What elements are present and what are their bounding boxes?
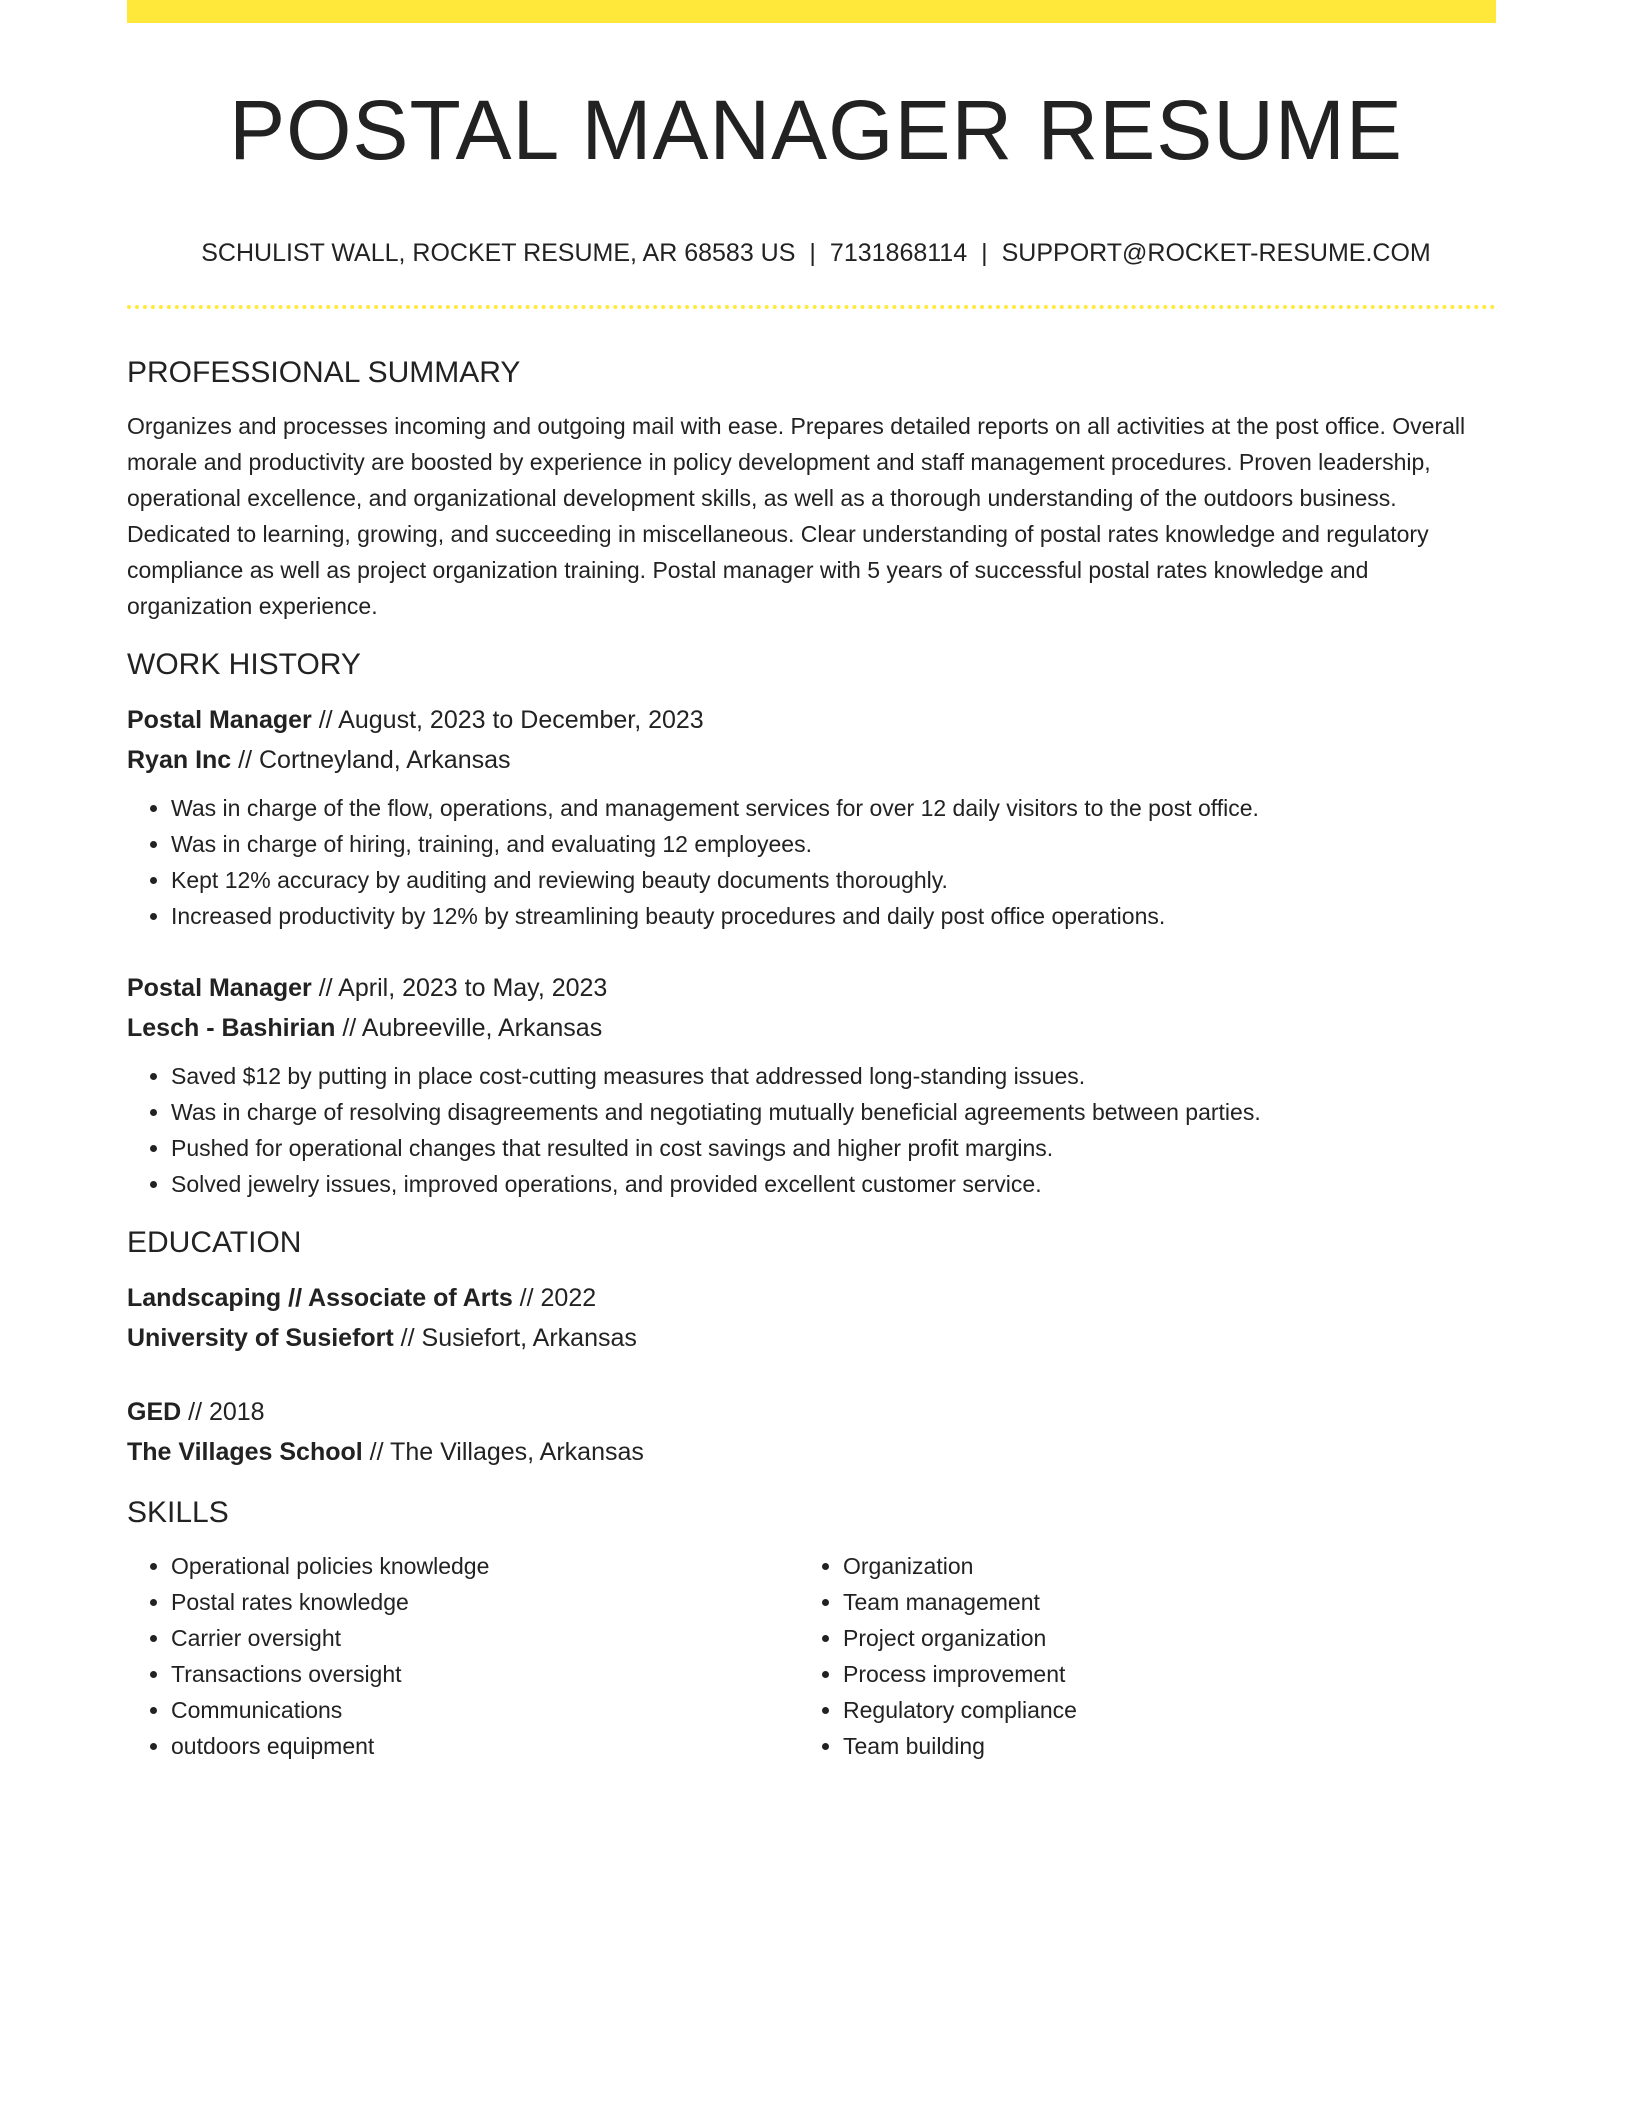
contact-separator: | [809,239,816,267]
education-degree: GED [127,1398,182,1426]
skills-grid [127,1548,1496,1764]
skill-item: • Carrier oversight [171,1620,799,1656]
skill-item: • outdoors equipment [171,1728,799,1764]
education-degree-line [127,1278,1496,1318]
skill-item: • Regulatory compliance [843,1692,1471,1728]
job-entry [127,968,1496,1202]
skill-item: • Postal rates knowledge [171,1584,799,1620]
skills-list [799,1548,1471,1764]
job-bullet: • Solved jewelry issues, improved operations, and provided excellent customer service. [171,1166,1496,1202]
skills-column-right [799,1548,1471,1764]
summary-text: Organizes and processes incoming and outgoing mail with ease. Prepares detailed reports on all activities at the post office. Overall morale and productivity are boosted by experience in policy development and staff management procedures. Proven leadership, operational excellence, and organizational development skills, as well as a thorough understanding of the outdoors business. Dedicated to learning, growing, and succeeding in miscellaneous. Clear understanding of postal rates knowledge and regulatory compliance as well as project organization training. Postal manager with 5 years of successful postal rates knowledge and organization experience. [127,413,1466,619]
education-school: The Villages School [127,1438,363,1466]
job-title: Postal Manager [127,706,312,734]
contact-email: SUPPORT@ROCKET-RESUME.COM [1001,239,1431,267]
skill-item: • Communications [171,1692,799,1728]
job-company-line [127,740,1496,780]
contact-separator: | [981,239,988,267]
job-bullet: • Was in charge of resolving disagreements and negotiating mutually beneficial agreements between parties. [171,1094,1496,1130]
job-dates: // August, 2023 to December, 2023 [311,706,704,734]
education-school-line [127,1318,1496,1358]
education-location: // Susiefort, Arkansas [393,1324,637,1352]
job-bullets [127,1058,1496,1202]
contact-address: SCHULIST WALL, ROCKET RESUME, AR 68583 US [201,239,796,267]
job-bullet: • Pushed for operational changes that resulted in cost savings and higher profit margins. [171,1130,1496,1166]
summary-heading: PROFESSIONAL SUMMARY [127,356,521,389]
resume-title: POSTAL MANAGER RESUME [229,83,1403,177]
dotted-divider [127,305,1496,309]
skills-column-left [127,1548,799,1764]
job-bullet: • Increased productivity by 12% by streamlining beauty procedures and daily post office operations. [171,898,1496,934]
education-entry [127,1392,1496,1472]
education-location: // The Villages, Arkansas [362,1438,644,1466]
skill-item: • Operational policies knowledge [171,1548,799,1584]
job-company-line [127,1008,1496,1048]
job-dates: // April, 2023 to May, 2023 [311,974,608,1002]
work-history-heading: WORK HISTORY [127,648,361,681]
contact-line [0,236,1632,270]
skill-item: • Process improvement [843,1656,1471,1692]
job-title: Postal Manager [127,974,312,1002]
job-title-line [127,968,1496,1008]
job-company: Lesch - Bashirian [127,1014,336,1042]
skill-item: • Transactions oversight [171,1656,799,1692]
contact-phone: 7131868114 [829,239,968,267]
education-heading: EDUCATION [127,1226,302,1259]
skills-list [127,1548,799,1764]
skill-item: • Team management [843,1584,1471,1620]
job-bullet: • Saved $12 by putting in place cost-cutting measures that addressed long-standing issues. [171,1058,1496,1094]
job-title-line [127,700,1496,740]
education-year: // 2022 [512,1284,597,1312]
education-school-line [127,1432,1496,1472]
job-entry [127,700,1496,934]
job-bullet: • Kept 12% accuracy by auditing and reviewing beauty documents thoroughly. [171,862,1496,898]
accent-top-bar [127,0,1496,23]
skills-heading: SKILLS [127,1496,229,1529]
education-school: University of Susiefort [127,1324,394,1352]
skill-item: • Project organization [843,1620,1471,1656]
job-location: // Aubreeville, Arkansas [335,1014,603,1042]
education-degree: Landscaping // Associate of Arts [127,1284,513,1312]
skill-item: • Team building [843,1728,1471,1764]
education-entry [127,1278,1496,1358]
education-year: // 2018 [181,1398,265,1426]
job-company: Ryan Inc [127,746,232,774]
job-location: // Cortneyland, Arkansas [231,746,511,774]
education-degree-line [127,1392,1496,1432]
resume-content [127,350,1496,1764]
job-bullets [127,790,1496,934]
skill-item: • Organization [843,1548,1471,1584]
job-bullet: • Was in charge of hiring, training, and evaluating 12 employees. [171,826,1496,862]
job-bullet: • Was in charge of the flow, operations, and management services for over 12 daily visitors to the post office. [171,790,1496,826]
